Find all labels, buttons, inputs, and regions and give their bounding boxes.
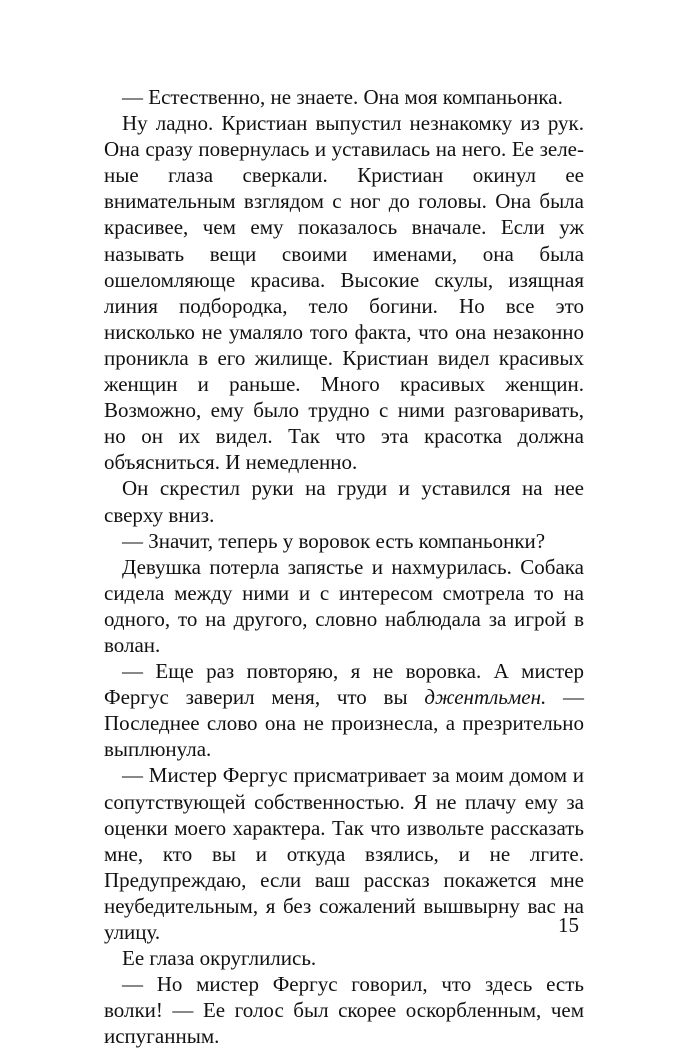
paragraph: — Мистер Фергус присматривает за моим домом и сопутствующей собственностью. Я не плачу ему за оценки моего характера. Так что извольте рассказать мне, кто вы и откуда взялись, и не лгите. Предупреждаю, если ваш рассказ покажется мне неубедительным, я без сожалений вышвырну вас на улицу. — [104, 763, 584, 944]
paragraph: Ее глаза округлились. — [122, 946, 317, 971]
page-text — [104, 84, 584, 1049]
italic-word: джентльмен. — [424, 685, 547, 710]
page-number: 15 — [558, 913, 579, 937]
paragraph: Девушка потерла запястье и нахмурилась. Собака сидела между ними и с интересом смотрела то на одного, то на другого, словно наблюдала за игрой в волан. — [104, 554, 584, 657]
paragraph: — Значит, теперь у воровок есть компаньонки? — [122, 528, 546, 553]
paragraph: Он скрестил руки на груди и уставился на нее сверху вниз. — [104, 476, 584, 527]
paragraph-text: — Последнее слово она не произнесла, а презрительно выплюнула. — [104, 685, 584, 762]
paragraph: — Но мистер Фергус говорил, что здесь есть волки! — Ее голос был скорее оскорбленным, чем испуганным. — [104, 972, 584, 1049]
paragraph-text: — Еще раз повторяю, я не воровка. А мистер Фергус заверил меня, что вы — [104, 659, 584, 710]
paragraph: — Естественно, не знаете. Она моя компаньонка. — [122, 85, 563, 109]
paragraph: Ну ладно. Кристиан выпустил незнакомку из рук. Она сразу повернулась и уставилась на него. Ее зеле-ные глаза сверкали. Кристиан окинул ее внимательным взглядом с ног до головы. Она была красивее, чем ему показалось вначале. Если уж называть вещи своими именами, она была ошеломляюще красива. Высокие скулы, изящная линия подбородка, тело богини. Но все это нисколько не умаляло того факта, что она незаконно проникла в его жилище. Кристиан видел красивых женщин и раньше. Много красивых женщин. Возможно, ему было трудно с ними разговаривать, но он их видел. Так что эта красотка должна объясниться. И немедленно. — [104, 111, 584, 475]
paragraph — [104, 658, 584, 762]
